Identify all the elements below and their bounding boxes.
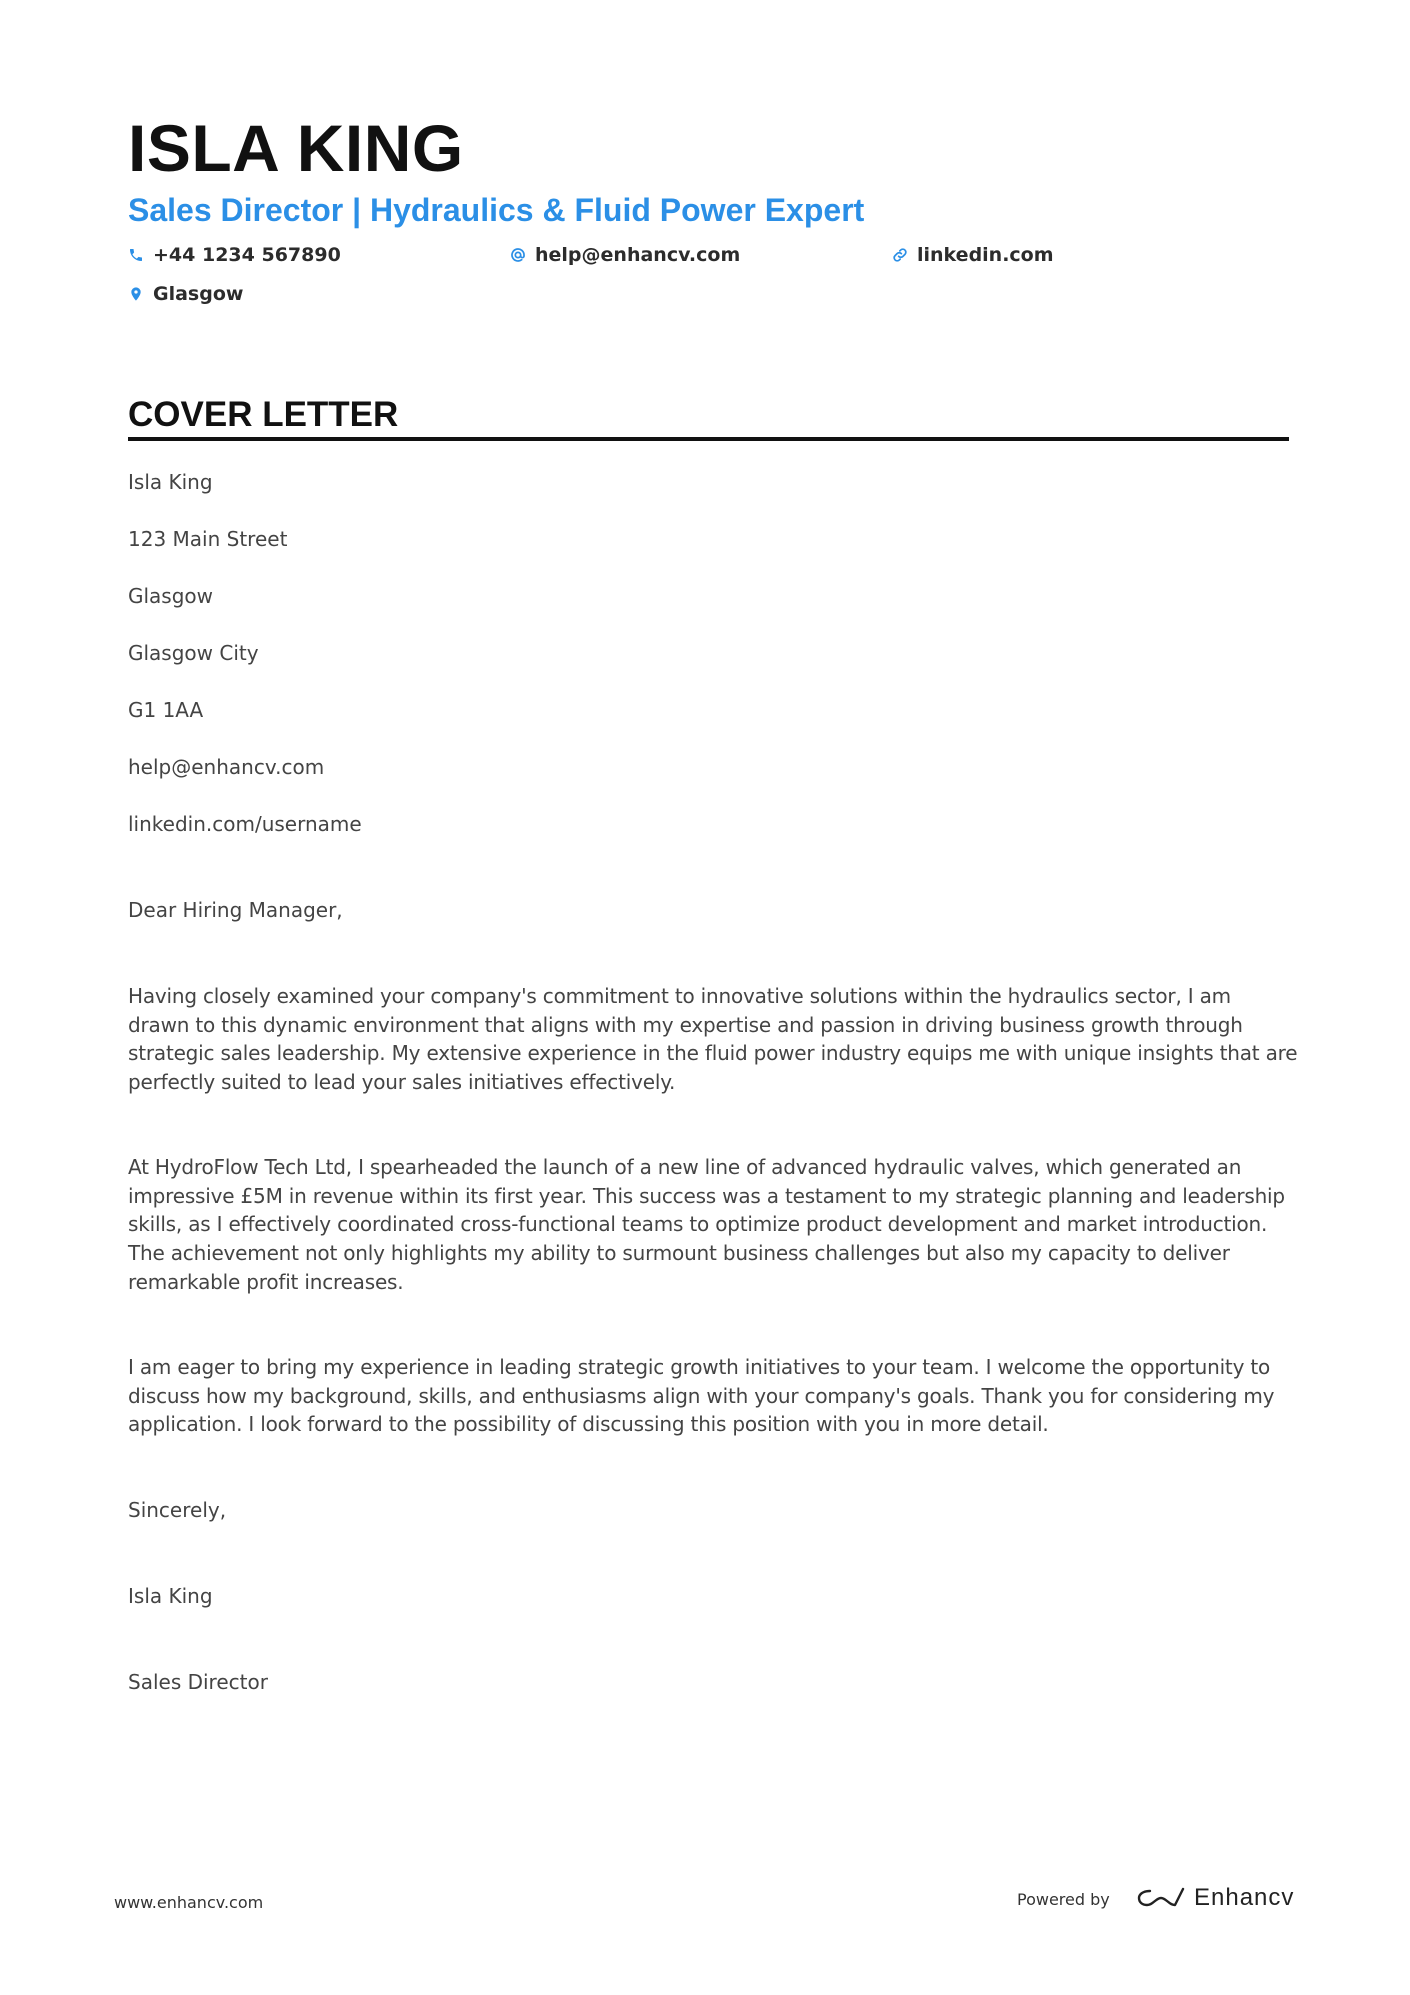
signature-title: Sales Director xyxy=(128,1670,268,1694)
sender-street: 123 Main Street xyxy=(128,527,288,551)
phone-text: +44 1234 567890 xyxy=(153,244,341,266)
letter-paragraph: Having closely examined your company's commitment to innovative solutions within the hydraulics sector, I am drawn to this dynamic environment that aligns with my expertise and passion in driving business growth through strategic sales leadership. My extensive experience in the fluid power industry equips me with unique insights that are perfectly suited to lead your sales initiatives effectively. xyxy=(128,984,1298,1095)
letter-paragraph: At HydroFlow Tech Ltd, I spearheaded the launch of a new line of advanced hydraulic valves, which generated an impressive £5M in revenue within its first year. This success was a testament to my strategic planning and leadership skills, as I effectively coordinated cross-functional teams to optimize product development and market introduction. The achievement not only highlights my ability to surmount business challenges but also my capacity to deliver remarkable profit increases. xyxy=(128,1155,1285,1294)
sender-name: Isla King xyxy=(128,470,213,494)
contact-email[interactable] xyxy=(510,241,740,269)
section-title: COVER LETTER xyxy=(128,395,399,434)
contact-phone[interactable] xyxy=(128,241,341,269)
brand-logo[interactable] xyxy=(1136,1884,1294,1912)
at-icon xyxy=(510,247,526,263)
sender-email: help@enhancv.com xyxy=(128,755,325,779)
section-divider xyxy=(128,437,1289,441)
brand-name: Enhancv xyxy=(1194,1884,1295,1911)
sender-city: Glasgow xyxy=(128,584,214,608)
powered-by-label: Powered by xyxy=(1017,1890,1110,1909)
candidate-title: Sales Director | Hydraulics & Fluid Power Expert xyxy=(128,192,865,228)
email-text: help@enhancv.com xyxy=(535,244,741,266)
closing: Sincerely, xyxy=(128,1498,227,1522)
location-text: Glasgow xyxy=(153,283,244,305)
linkedin-text: linkedin.com xyxy=(917,244,1054,266)
sender-linkedin: linkedin.com/username xyxy=(128,812,362,836)
contact-location xyxy=(128,280,243,308)
contact-linkedin[interactable] xyxy=(892,241,1054,269)
link-icon xyxy=(892,247,908,263)
phone-icon xyxy=(128,247,144,263)
greeting: Dear Hiring Manager, xyxy=(128,898,343,922)
sender-region: Glasgow City xyxy=(128,641,259,665)
location-pin-icon xyxy=(128,286,144,302)
candidate-name: ISLA KING xyxy=(128,111,464,185)
footer-url[interactable]: www.enhancv.com xyxy=(114,1893,264,1912)
signature-name: Isla King xyxy=(128,1584,213,1608)
letter-paragraph: I am eager to bring my experience in leading strategic growth initiatives to your team. I welcome the opportunity to discuss how my background, skills, and enthusiasms align with your company's goals. Thank you for considering my application. I look forward to the possibility of discussing this position with you in more detail. xyxy=(128,1355,1275,1437)
enhancv-logo-icon xyxy=(1136,1885,1186,1911)
sender-postcode: G1 1AA xyxy=(128,698,204,722)
